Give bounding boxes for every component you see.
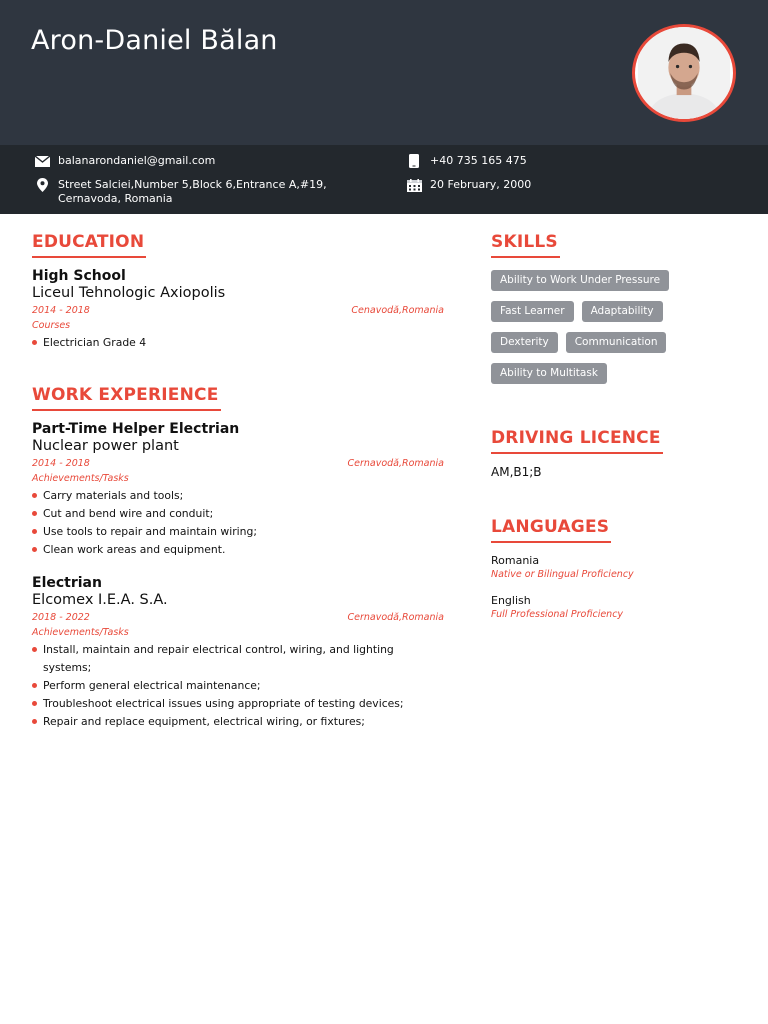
- entry-dates: 2018 - 2022: [32, 612, 90, 623]
- education-entry: [32, 268, 444, 352]
- profile-photo: [632, 24, 736, 122]
- languages-heading: LANGUAGES: [491, 517, 611, 543]
- entry-location: Cernavodă,Romania: [347, 612, 444, 623]
- left-column: [32, 232, 444, 731]
- skills-list: [491, 270, 691, 384]
- entry-list-label: Courses: [32, 320, 71, 331]
- language-item: [491, 594, 741, 621]
- entry-dates: 2014 - 2018: [32, 305, 90, 316]
- contact-bar: [0, 145, 768, 214]
- skill-chip: Ability to Work Under Pressure: [491, 270, 669, 291]
- map-pin-icon: [34, 178, 50, 192]
- driving-licence-section: [491, 428, 741, 479]
- language-level: Native or Bilingual Proficiency: [491, 569, 634, 580]
- work-experience-section: [32, 385, 444, 731]
- skill-chip: Communication: [566, 332, 667, 353]
- entry-list: [32, 334, 444, 352]
- list-item: Install, maintain and repair electrical control, wiring, and lighting systems;: [32, 641, 444, 677]
- entry-list-label: Achievements/Tasks: [32, 473, 129, 484]
- envelope-icon: [34, 154, 50, 168]
- entry-organization: Liceul Tehnologic Axiopolis: [32, 285, 226, 301]
- right-column: [491, 232, 741, 621]
- candidate-name: Aron-Daniel Bălan: [31, 25, 278, 56]
- entry-meta: [32, 305, 444, 317]
- language-name: English: [491, 594, 531, 607]
- education-heading: EDUCATION: [32, 232, 146, 258]
- address-line-2: Cernavoda, Romania: [58, 192, 173, 205]
- entry-organization: Nuclear power plant: [32, 438, 179, 454]
- contact-phone: [406, 154, 527, 168]
- skills-section: [491, 232, 741, 384]
- list-item: Use tools to repair and maintain wiring;: [32, 523, 444, 541]
- mobile-phone-icon: [406, 154, 422, 168]
- entry-title: Part-Time Helper Electrian: [32, 421, 240, 437]
- language-name: Romania: [491, 554, 540, 567]
- languages-section: [491, 517, 741, 621]
- skill-chip: Adaptability: [582, 301, 663, 322]
- entry-meta: [32, 612, 444, 624]
- entry-list: [32, 641, 444, 731]
- entry-location: Cenavodă,Romania: [351, 305, 444, 316]
- skill-chip: Fast Learner: [491, 301, 574, 322]
- entry-list: [32, 487, 444, 559]
- driving-licence-value: AM,B1;B: [491, 465, 542, 479]
- skill-chip: Dexterity: [491, 332, 558, 353]
- skills-heading: SKILLS: [491, 232, 560, 258]
- list-item: Perform general electrical maintenance;: [32, 677, 444, 695]
- phone-text: +40 735 165 475: [430, 154, 527, 167]
- education-section: [32, 232, 444, 352]
- work-entry: [32, 421, 444, 559]
- resume-header: [0, 0, 768, 145]
- work-experience-heading: WORK EXPERIENCE: [32, 385, 221, 411]
- birthdate-text: 20 February, 2000: [430, 178, 532, 191]
- skill-chip: Ability to Multitask: [491, 363, 607, 384]
- entry-organization: Elcomex I.E.A. S.A.: [32, 592, 168, 608]
- address-text: [58, 178, 327, 206]
- entry-location: Cernavodă,Romania: [347, 458, 444, 469]
- contact-email: [34, 154, 215, 168]
- list-item: Repair and replace equipment, electrical wiring, or fixtures;: [32, 713, 444, 731]
- language-item: [491, 554, 741, 581]
- profile-photo-image: [635, 27, 733, 119]
- language-level: Full Professional Proficiency: [491, 609, 624, 620]
- entry-dates: 2014 - 2018: [32, 458, 90, 469]
- contact-address: [34, 178, 327, 206]
- entry-list-label: Achievements/Tasks: [32, 627, 129, 638]
- list-item: Clean work areas and equipment.: [32, 541, 444, 559]
- calendar-icon: [406, 178, 422, 192]
- driving-licence-heading: DRIVING LICENCE: [491, 428, 663, 454]
- work-entry: [32, 575, 444, 731]
- list-item: Troubleshoot electrical issues using appropriate of testing devices;: [32, 695, 444, 713]
- entry-title: High School: [32, 268, 126, 284]
- email-text: balanarondaniel@gmail.com: [58, 154, 216, 167]
- list-item: Cut and bend wire and conduit;: [32, 505, 444, 523]
- entry-title: Electrian: [32, 575, 102, 591]
- list-item: Electrician Grade 4: [32, 334, 444, 352]
- address-line-1: Street Salciei,Number 5,Block 6,Entrance A,#19,: [58, 178, 327, 191]
- list-item: Carry materials and tools;: [32, 487, 444, 505]
- contact-birthdate: [406, 178, 531, 192]
- entry-meta: [32, 458, 444, 470]
